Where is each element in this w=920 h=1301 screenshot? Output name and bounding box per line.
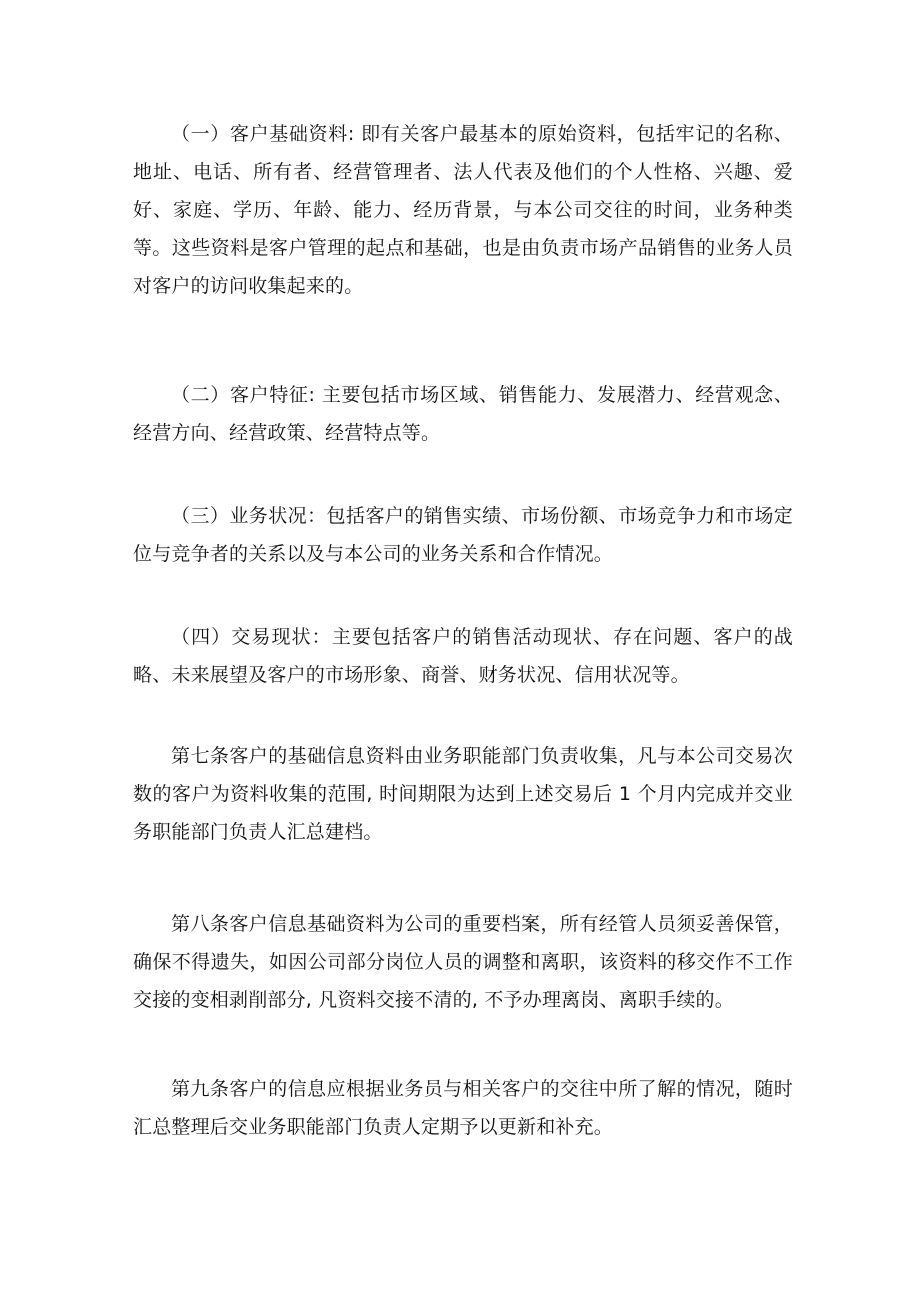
paragraph-customer-features: （二）客户特征: 主要包括市场区域、销售能力、发展潜力、经营观念、经营方向、经营政策、经营特点等。 <box>133 384 793 444</box>
paragraph-customer-basic-info: （一）客户基础资料: 即有关客户最基本的原始资料，包括牢记的名称、地址、电话、所有者、经营管理者、法人代表及他们的个人性格、兴趣、爱好、家庭、学历、年龄、能力、经历背景，与本公司交往的时间，业务种类等。这些资料是客户管理的起点和基础，也是由负责市场产品销售的业务人员对客户的访问收集起来的。 <box>133 123 793 297</box>
paragraph-article-seven: 第七条客户的基础信息资料由业务职能部门负责收集，凡与本公司交易次数的客户为资料收集的范围, 时间期限为达到上述交易后 1 个月内完成并交业务职能部门负责人汇总建档。 <box>133 745 793 843</box>
paragraph-business-status: （三）业务状况：包括客户的销售实绩、市场份额、市场竞争力和市场定位与竞争者的关系以及与本公司的业务关系和合作情况。 <box>133 505 793 565</box>
paragraph-article-nine: 第九条客户的信息应根据业务员与相关客户的交往中所了解的情况，随时汇总整理后交业务职能部门负责人定期予以更新和补充。 <box>133 1078 793 1138</box>
paragraph-article-eight: 第八条客户信息基础资料为公司的重要档案，所有经管人员须妥善保管，确保不得遗失，如因公司部分岗位人员的调整和离职，该资料的移交作不工作交接的变相剥削部分, 凡资料交接不清的, 不予办理离岗、离职手续的。 <box>133 913 793 1011</box>
paragraph-transaction-status: （四）交易现状：主要包括客户的销售活动现状、存在问题、客户的战略、未来展望及客户的市场形象、商誉、财务状况、信用状况等。 <box>133 626 793 686</box>
